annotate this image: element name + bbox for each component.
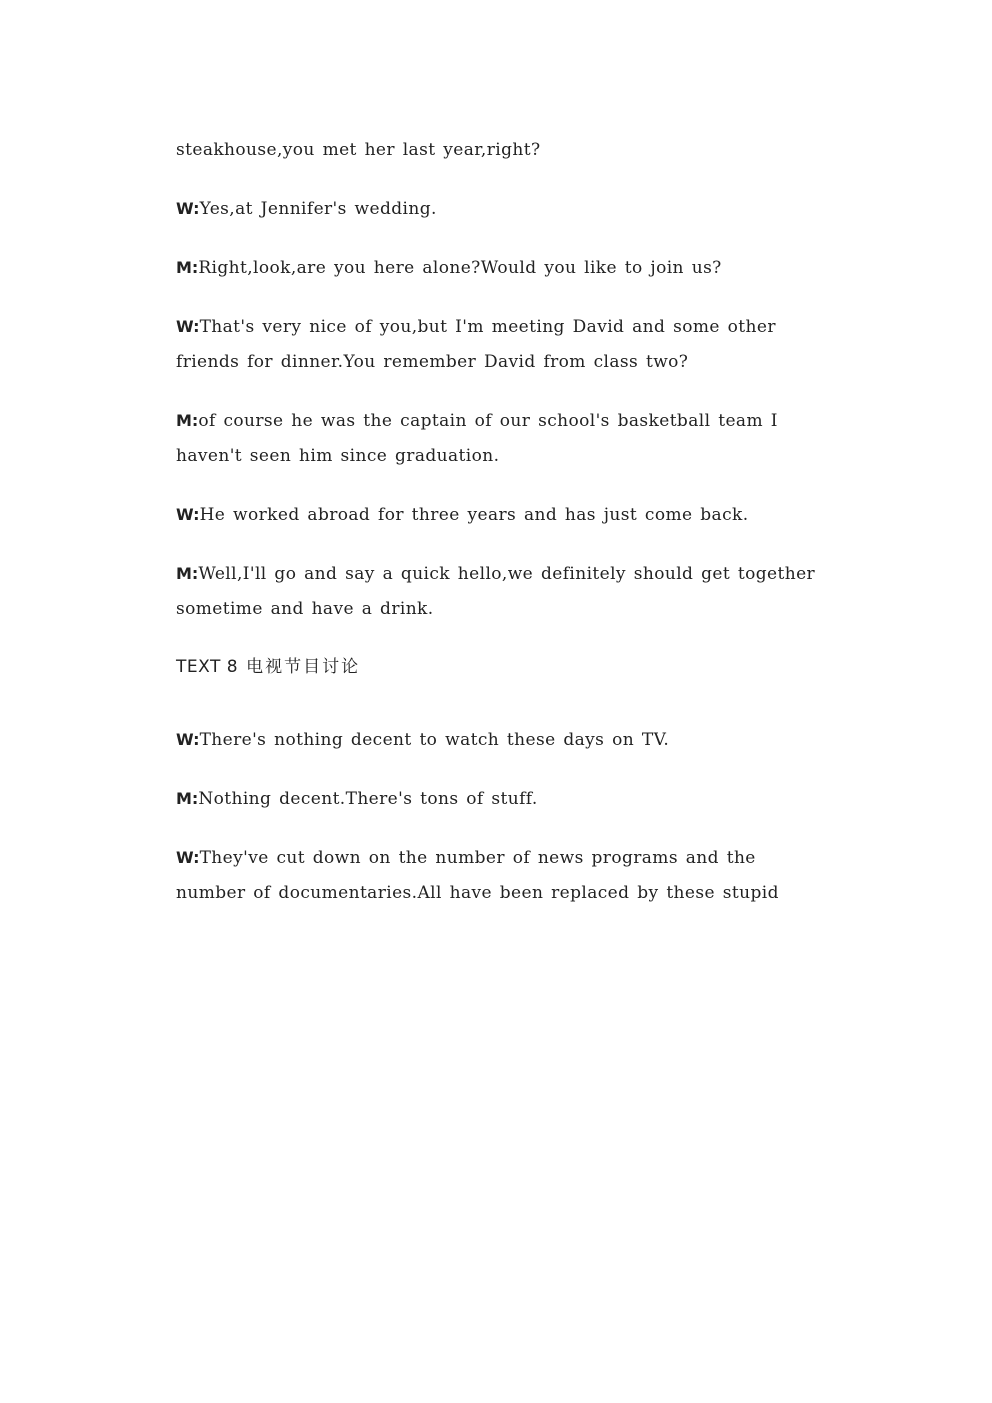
speaker-label: W:	[176, 730, 200, 749]
speaker-label: W:	[176, 199, 200, 218]
dialogue-line	[176, 556, 816, 627]
dialogue-text: of course he was the captain of our school's basketball team I haven't seen him since graduation.	[176, 411, 778, 466]
dialogue-line	[176, 309, 816, 380]
dialogue-text: That's very nice of you,but I'm meeting David and some other friends for dinner.You remember David from class two?	[176, 317, 776, 372]
dialogue-line	[176, 403, 816, 474]
transcript-content	[176, 132, 816, 934]
dialogue-line	[176, 191, 816, 227]
dialogue-line	[176, 722, 816, 758]
dialogue-text: Yes,at Jennifer's wedding.	[199, 199, 437, 219]
speaker-label: M:	[176, 564, 199, 583]
dialogue-text: Well,I'll go and say a quick hello,we definitely should get together sometime and have a drink.	[176, 564, 816, 619]
dialogue-text: He worked abroad for three years and has just come back.	[199, 505, 749, 525]
speaker-label: M:	[176, 411, 199, 430]
speaker-label: M:	[176, 789, 199, 808]
section-heading	[176, 650, 816, 685]
dialogue-line	[176, 497, 816, 533]
dialogue-line	[176, 132, 816, 168]
dialogue-line	[176, 250, 816, 286]
dialogue-text: There's nothing decent to watch these days on TV.	[199, 730, 670, 750]
speaker-label: W:	[176, 505, 200, 524]
speaker-label: W:	[176, 317, 200, 336]
speaker-label: W:	[176, 848, 200, 867]
section-heading-label: TEXT 8	[176, 657, 239, 677]
dialogue-text: They've cut down on the number of news programs and the number of documentaries.All have been replaced by these stupid	[176, 848, 779, 903]
section-heading-title: 电视节目讨论	[246, 657, 361, 677]
speaker-label: M:	[176, 258, 199, 277]
dialogue-line	[176, 781, 816, 817]
dialogue-line	[176, 840, 816, 911]
dialogue-text: steakhouse,you met her last year,right?	[176, 140, 541, 160]
dialogue-text: Nothing decent.There's tons of stuff.	[198, 789, 538, 809]
dialogue-text: Right,look,are you here alone?Would you like to join us?	[198, 258, 722, 278]
